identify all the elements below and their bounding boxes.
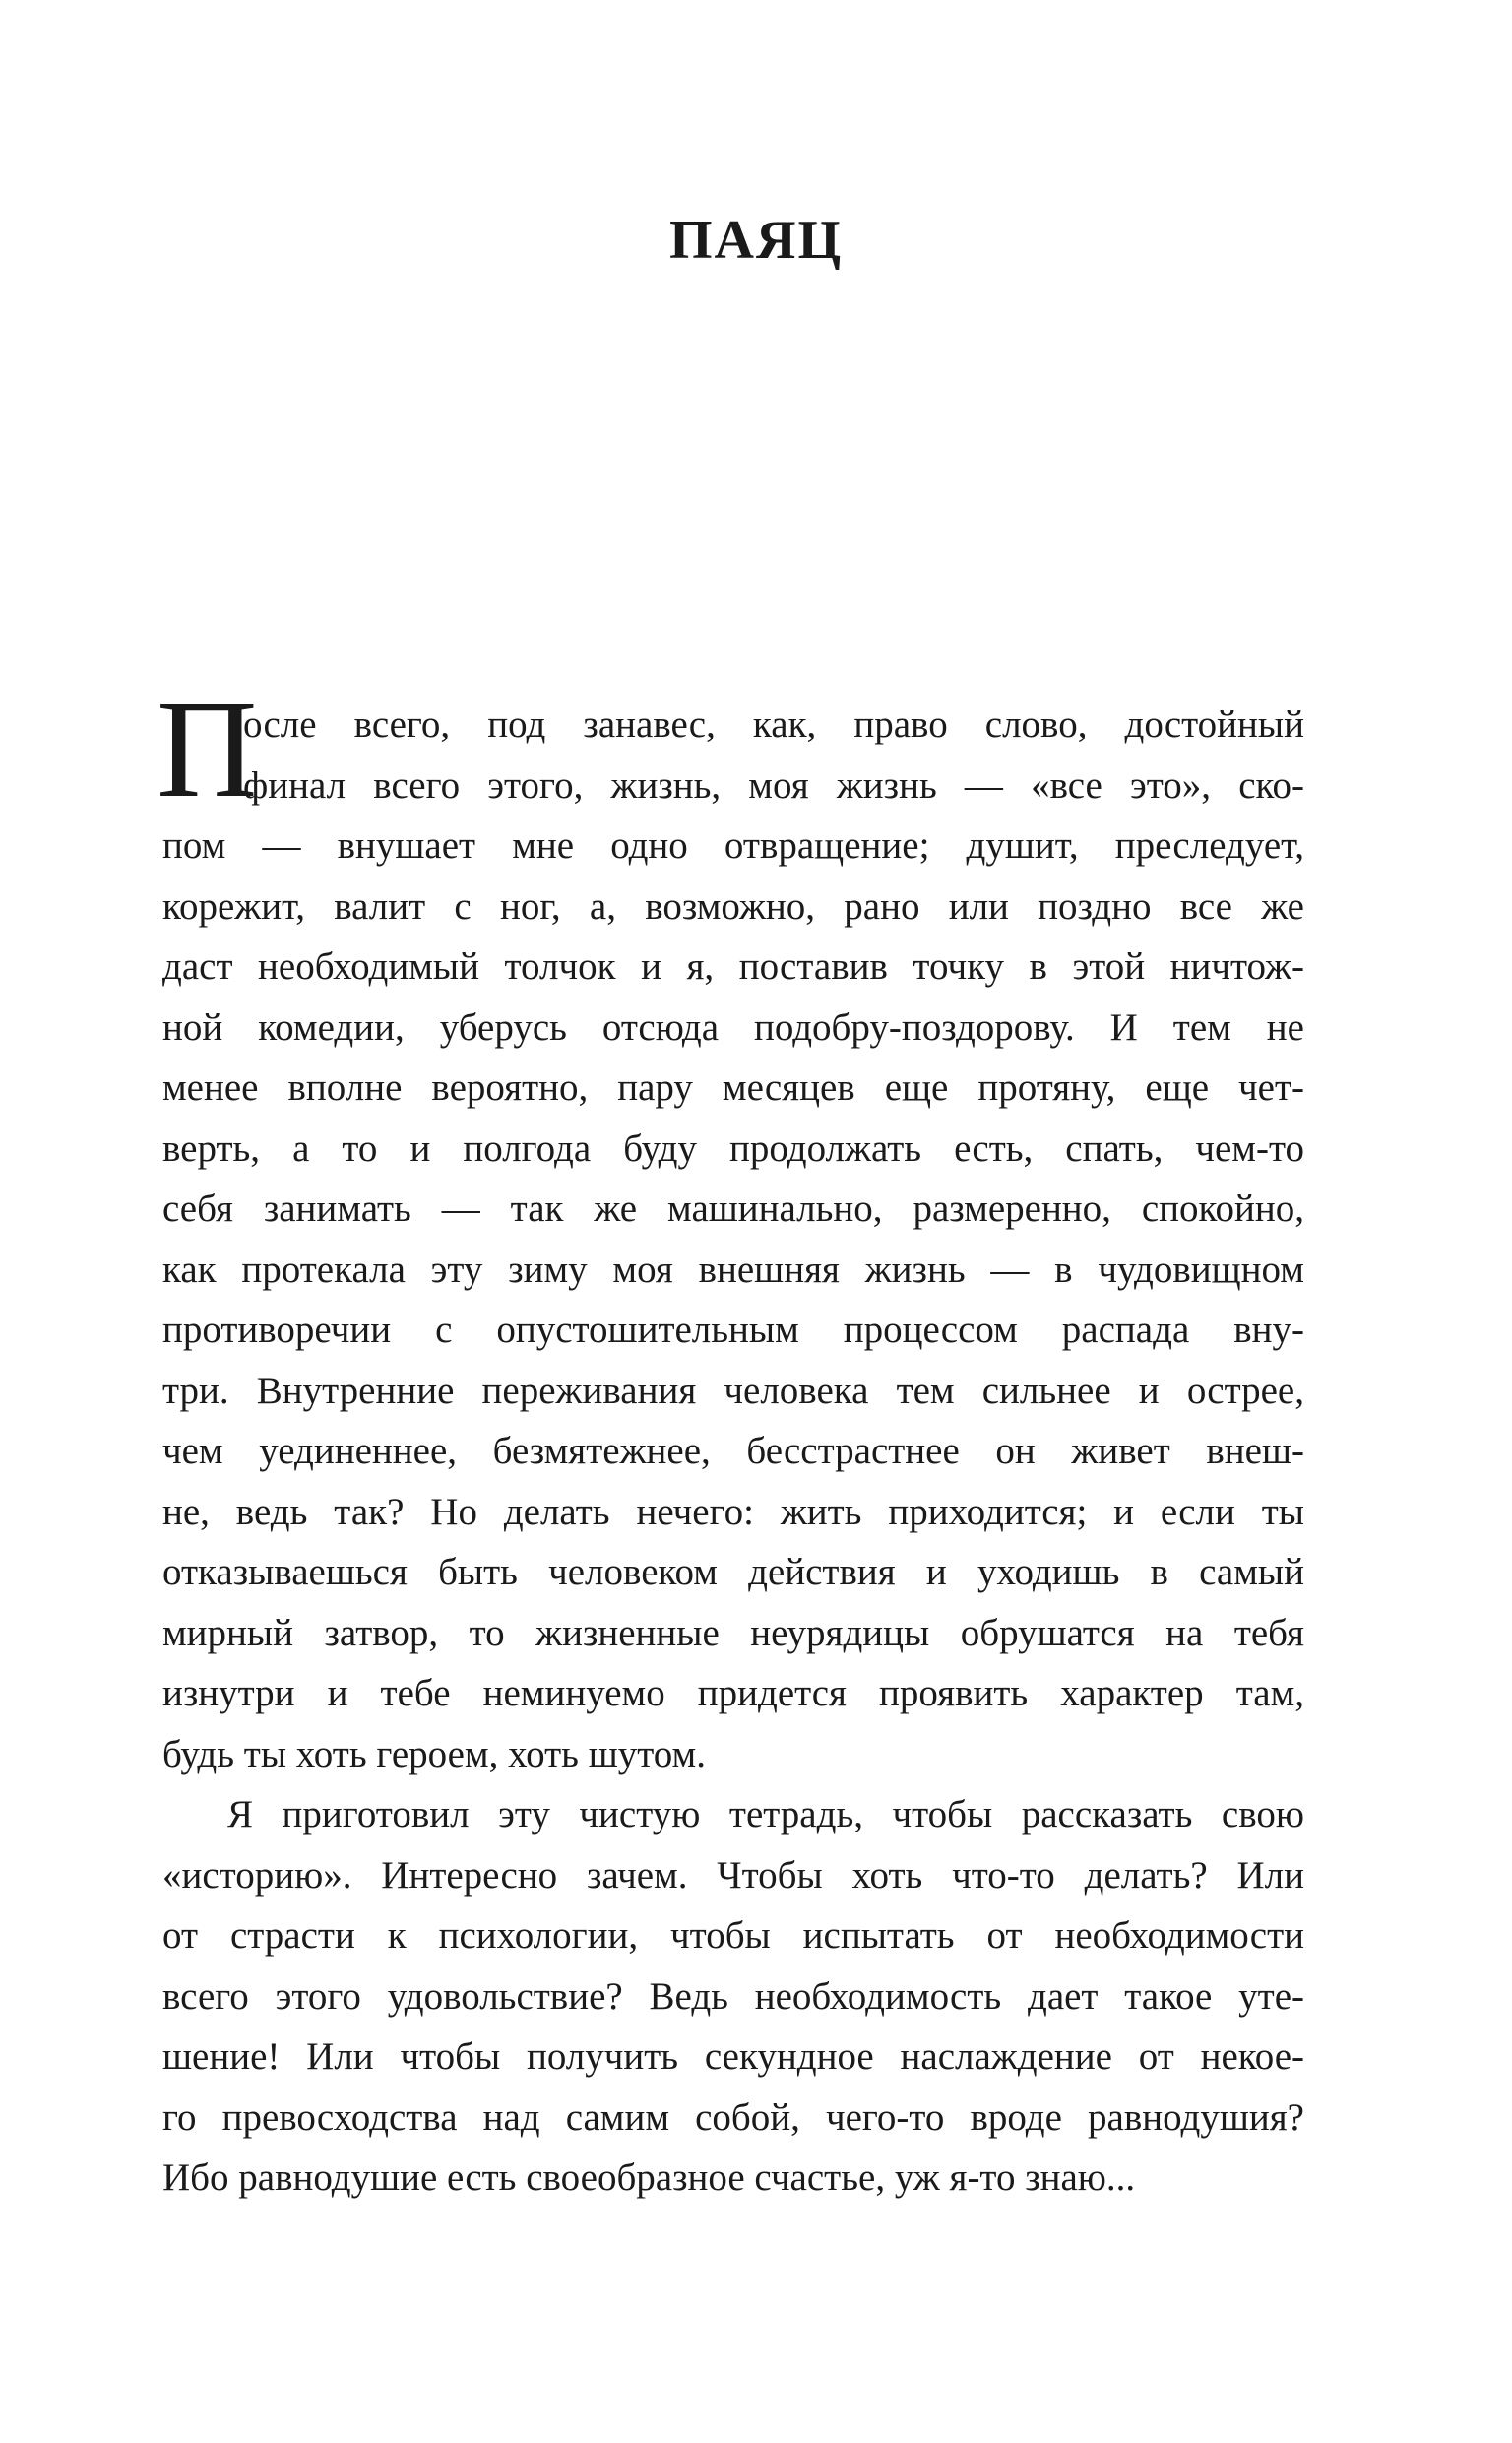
text-line: три. Внутренние переживания человека тем сильнее и острее, [162,1369,1304,1412]
text-line: «историю». Интересно зачем. Чтобы хоть что-то делать? Или [162,1853,1304,1897]
text-line: осле всего, под занавес, как, право слово, достойный [243,703,1304,745]
paragraph-1 [162,694,1304,1784]
text-line: противоречии с опустошительным процессом распада вну- [162,1309,1304,1351]
text-line: как протекала эту зиму моя внешняя жизнь — в чудовищном [162,1248,1304,1291]
text-line: чем уединеннее, безмятежнее, бесстрастнее он живет внеш- [162,1430,1304,1472]
text-line: будь ты хоть героем, хоть шутом. [162,1732,706,1775]
text-line: шение! Или чтобы получить секундное наслаждение от некое- [162,2035,1304,2078]
text-line: от страсти к психологии, чтобы испытать от необходимости [162,1914,1304,1957]
text-line: Ибо равнодушие есть своеобразное счастье, уж я-то знаю... [162,2156,1136,2199]
chapter-title: ПАЯЦ [669,209,843,271]
text-line: корежит, валит с ног, а, возможно, рано или поздно все же [162,884,1304,928]
drop-cap: П [157,671,258,826]
text-line: Я приготовил эту чистую тетрадь, чтобы рассказать свою [227,1793,1304,1835]
text-line: себя занимать — так же машинально, размеренно, спокойно, [162,1188,1304,1230]
text-line: го превосходства над самим собой, чего-то вроде равнодушия? [162,2095,1304,2139]
text-line: изнутри и тебе неминуемо придется проявить характер там, [162,1672,1304,1714]
text-line: даст необходимый толчок и я, поставив точку в этой ничтож- [162,945,1304,988]
text-line: не, ведь так? Но делать нечего: жить приходится; и если ты [162,1490,1304,1533]
text-line: отказываешься быть человеком действия и уходишь в самый [162,1551,1304,1593]
text-line: финал всего этого, жизнь, моя жизнь — «все это», ско- [243,763,1304,806]
body-text [157,671,1304,2209]
text-line: мирный затвор, то жизненные неурядицы обрушатся на тебя [162,1611,1304,1654]
paragraph-2 [162,1784,1304,2209]
text-line: пом — внушает мне одно отвращение; душит, преследует, [162,824,1304,867]
text-line: верть, а то и полгода буду продолжать есть, спать, чем-то [162,1126,1304,1170]
text-line: всего этого удовольствие? Ведь необходимость дает такое уте- [162,1974,1304,2018]
text-line: менее вполне вероятно, пару месяцев еще протяну, еще чет- [162,1066,1304,1109]
text-line: ной комедии, уберусь отсюда подобру-поздорову. И тем не [162,1005,1304,1049]
